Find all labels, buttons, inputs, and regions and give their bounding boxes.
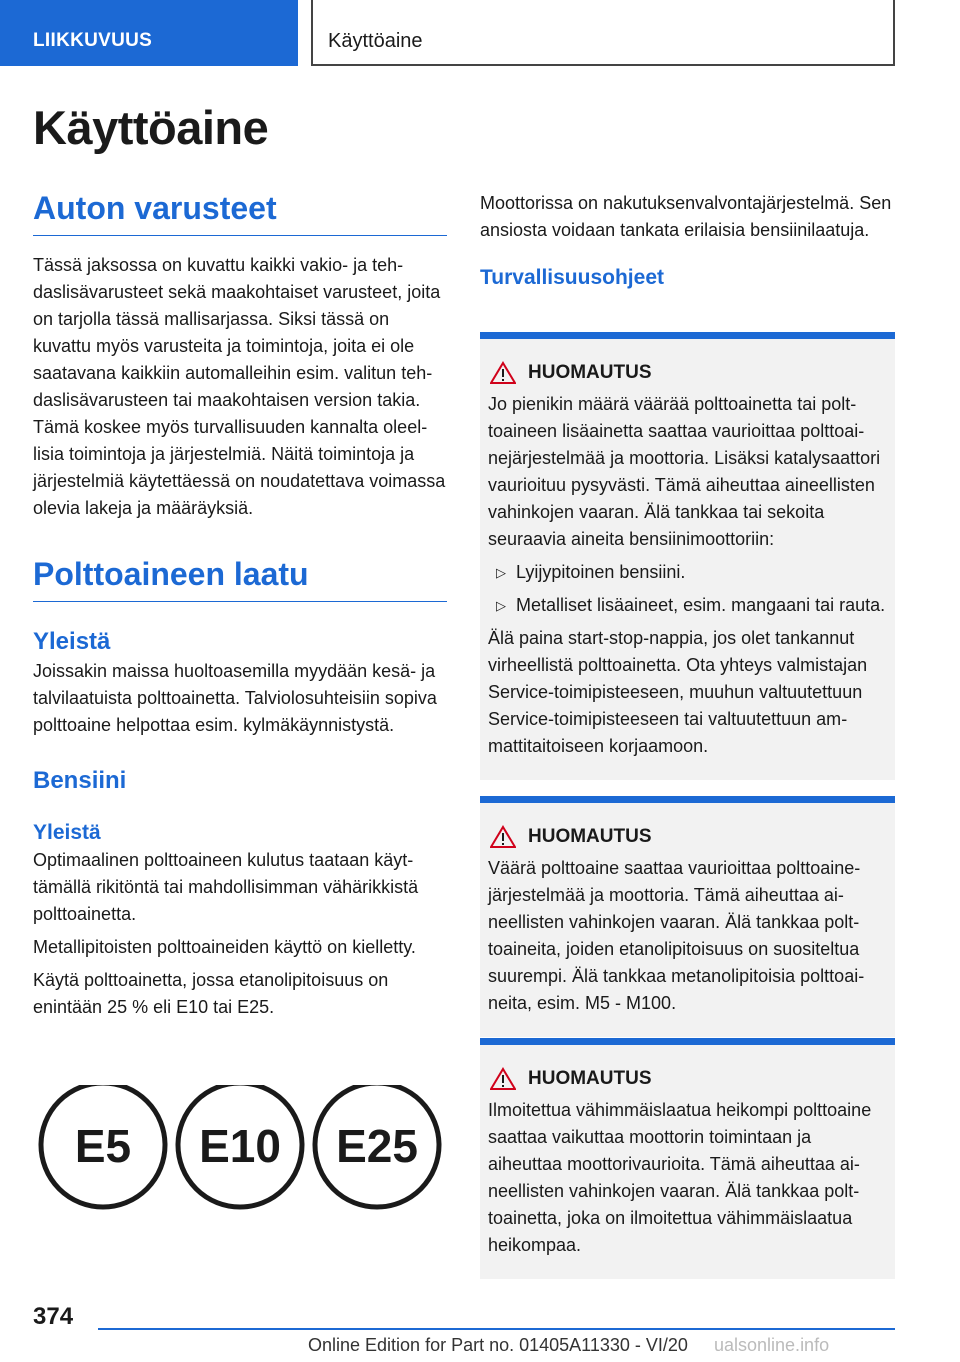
- bensiini-text-2: Metallipitoisten polttoaineiden käyttö on kielletty.: [33, 937, 416, 957]
- bensiini-text-1: Optimaalinen polttoaineen kulutus taataan käyttämällä rikitöntä tai mahdollisimman vähärikkistä polttoainetta.: [33, 850, 419, 924]
- heading-yleista-2: Yleistä: [33, 821, 101, 844]
- list-item-text: Metalliset lisäaineet, esim. mangaani tai rauta.: [516, 595, 886, 615]
- list-item: [488, 559, 887, 586]
- fuel-sign-e10: [178, 1085, 302, 1207]
- watermark-text: ualsonline.info: [714, 1335, 830, 1355]
- list-item: [488, 592, 887, 619]
- notice-1-text: Jo pienikin määrä väärää polttoainetta tai polttoaineen lisäainetta saattaa vaurioittaa polttoainejärjestelmää ja moottoria. Lisäksi katalysaattori vaurioituu pysyvästi. Tämä aiheuttaa aineellisten vahinkojen vaaran. Älä tankkaa tai sekoita seuraavia aineita bensiinimoottoriin:: [488, 394, 881, 549]
- fuel-sign-e10-label: E10: [199, 1120, 281, 1172]
- topic-box: [311, 0, 895, 66]
- page-footer: [0, 1295, 960, 1362]
- bensiini-text-3: Käytä polttoainetta, jossa etanolipitoisuus on enintään 25 % eli E10 tai E25.: [33, 970, 389, 1017]
- heading-turvallisuusohjeet: Turvallisuusohjeet: [480, 266, 664, 289]
- notice-3-header: [488, 1067, 887, 1091]
- heading-bensiini: Bensiini: [33, 767, 127, 794]
- fuel-sign-e25: [315, 1085, 439, 1207]
- heading-yleista-1: Yleistä: [33, 628, 111, 655]
- triangle-bullet-icon: ▷: [496, 598, 506, 613]
- heading-polttoaineen-laatu: Polttoaineen laatu: [33, 556, 447, 602]
- topic-label: Käyttöaine: [328, 30, 423, 52]
- warning-icon: [490, 361, 516, 385]
- fuel-sign-e25-label: E25: [336, 1120, 418, 1172]
- triangle-bullet-icon: ▷: [496, 565, 506, 580]
- header-bar: [0, 0, 960, 66]
- notice-2-text: Väärä polttoaine saattaa vaurioittaa polttoainejärjestelmää ja moottoria. Tämä aiheuttaa aineellisten vahinkojen vaaran. Älä tankkaa polttoaineita, joiden etanolipitoisuus on suositeltua suurempi. Älä tankkaa metanolipitoisia polttoaineita, esim. M5 - M100.: [488, 858, 865, 1013]
- notice-1-header: [488, 361, 887, 385]
- edition-text: Online Edition for Part no. 01405A11330 - VI/20: [308, 1335, 688, 1355]
- notice-2-title: HUOMAUTUS: [528, 826, 652, 847]
- warning-icon: [490, 825, 516, 849]
- fuel-sign-e5-label: E5: [74, 1120, 132, 1172]
- right-column: [480, 190, 895, 290]
- knock-control-text: Moottorissa on nakutuksenvalvontajärjestelmä. Sen ansiosta voidaan tankata erilaisia bensiinilaatuja.: [480, 193, 892, 240]
- left-column: [33, 190, 447, 1021]
- fuel-signs: [33, 1085, 447, 1210]
- section-tab-label: LIIKKUVUUS: [33, 30, 153, 51]
- yleista-text: Joissakin maissa huoltoasemilla myydään kesä- ja talvilaatuista polttoainetta. Talviolosuhteisiin sopiva polttoaine helpottaa esim. kylmäkäynnistystä.: [33, 661, 437, 735]
- section-tab[interactable]: [0, 0, 298, 66]
- fuel-sign-e5: [41, 1085, 165, 1207]
- notice-3: [480, 1038, 895, 1279]
- notice-3-text: Ilmoitettua vähimmäislaatua heikompi polttoaine saattaa vaikuttaa moottorin toimintaan ja aiheuttaa moottorivaurioita. Tämä aiheuttaa aineellisten vahinkojen vaaran. Älä tankkaa polttoainetta, joka on ilmoitettua vähimmäislaatua heikompaa.: [488, 1100, 872, 1255]
- notice-1: [480, 332, 895, 780]
- notice-1-title: HUOMAUTUS: [528, 362, 652, 383]
- warning-icon: [490, 1067, 516, 1091]
- page-number: 374: [33, 1303, 74, 1330]
- footer-divider: [98, 1328, 895, 1330]
- notice-2: [480, 796, 895, 1037]
- notice-1-after-text: Älä paina start-stop-nappia, jos olet tankannut virheellistä polttoainetta. Ota yhteys valmistajan Service-toimipisteeseen, muuhun valtuutettuun Service-toimipisteeseen tai valtuutettuun ammattitaitoiseen korjaamoon.: [488, 628, 868, 756]
- auton-varusteet-text: Tässä jaksossa on kuvattu kaikki vakio- ja tehdaslisävarusteet sekä maakohtaiset varusteet, joita on tarjolla tässä mallisarjassa. Siksi tässä on kuvattu myös varusteita ja toimintoja, joita ei ole saatavana kaikkiin automalleihin esim. valitun tehdaslisävarusteen tai maakohtaisen version takia. Tämä koskee myös turvallisuuden kannalta oleellisia toimintoja ja järjestelmiä. Näitä toimintoja ja järjestelmiä käytettäessä on noudatettava voimassa olevia lakeja ja määräyksiä.: [33, 255, 446, 518]
- heading-auton-varusteet: Auton varusteet: [33, 190, 447, 236]
- notice-2-header: [488, 825, 887, 849]
- page-title: Käyttöaine: [33, 101, 269, 154]
- notice-3-title: HUOMAUTUS: [528, 1068, 652, 1089]
- list-item-text: Lyijypitoinen bensiini.: [516, 562, 686, 582]
